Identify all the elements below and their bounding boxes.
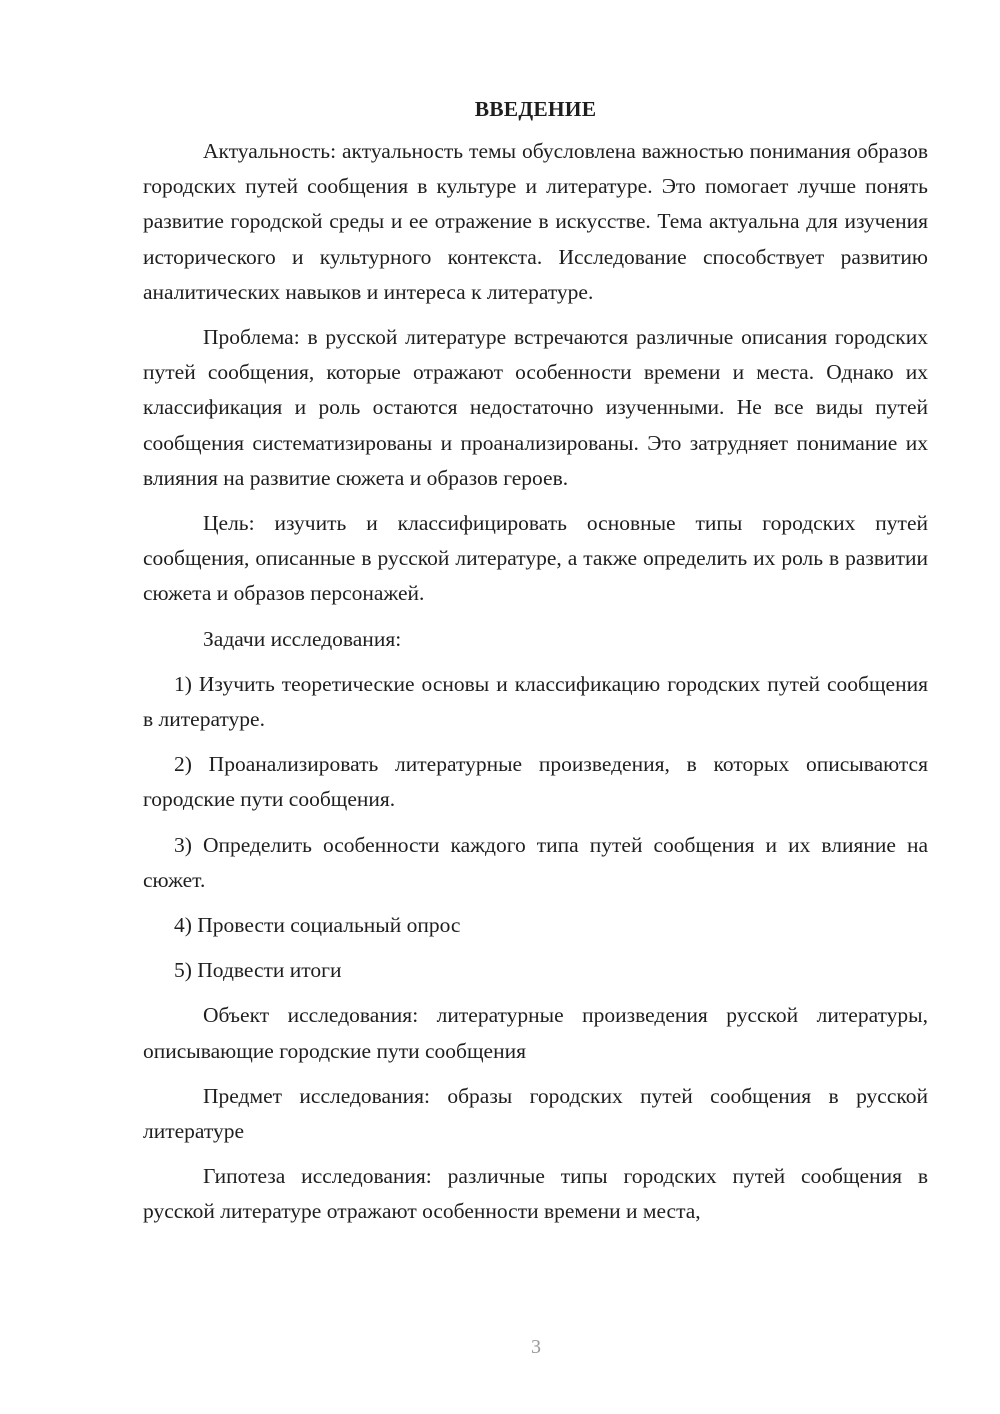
task-item-2: 2) Проанализировать литературные произведения, в которых описываются городские пути сообщения.: [143, 752, 928, 812]
paragraph-subject: Предмет исследования: образы городских путей сообщения в русской литературе: [143, 1083, 928, 1144]
section-title: ВВЕДЕНИЕ: [474, 97, 597, 121]
paragraph-problem: Проблема: в русской литературе встречаются различные описания городских путей сообщения, которые отражают особенности времени и места. Однако их классификация и роль остаются недостаточно изученными. Не все виды путей сообщения систематизированы и проанализированы. Это затрудняет понимание их влияния на развитие сюжета и образов героев.: [143, 325, 928, 490]
task-item-1: 1) Изучить теоретические основы и классификацию городских путей сообщения в литературе.: [143, 671, 928, 732]
task-item-3: 3) Определить особенности каждого типа путей сообщения и их влияние на сюжет.: [143, 832, 928, 892]
tasks-heading: Задачи исследования:: [203, 626, 402, 651]
task-item-5: 5) Подвести итоги: [174, 958, 342, 983]
page-number: 3: [531, 1336, 541, 1358]
paragraph-goal: Цель: изучить и классифицировать основные типы городских путей сообщения, описанные в русской литературе, а также определить их роль в развитии сюжета и образов персонажей.: [143, 511, 928, 606]
paragraph-hypothesis: Гипотеза исследования: различные типы городских путей сообщения в русской литературе отражают особенности времени и места,: [143, 1164, 928, 1224]
paragraph-relevance: Актуальность: актуальность темы обусловлена важностью понимания образов городских путей сообщения в культуре и литературе. Это помогает лучше понять развитие городской среды и ее отражение в искусстве. Тема актуальна для изучения исторического и культурного контекста. Исследование способствует развитию аналитических навыков и интереса к литературе.: [143, 139, 928, 304]
page-content: [143, 92, 928, 1240]
paragraph-object: Объект исследования: литературные произведения русской литературы, описывающие городские пути сообщения: [143, 1003, 928, 1063]
task-item-4: 4) Провести социальный опрос: [174, 913, 461, 938]
